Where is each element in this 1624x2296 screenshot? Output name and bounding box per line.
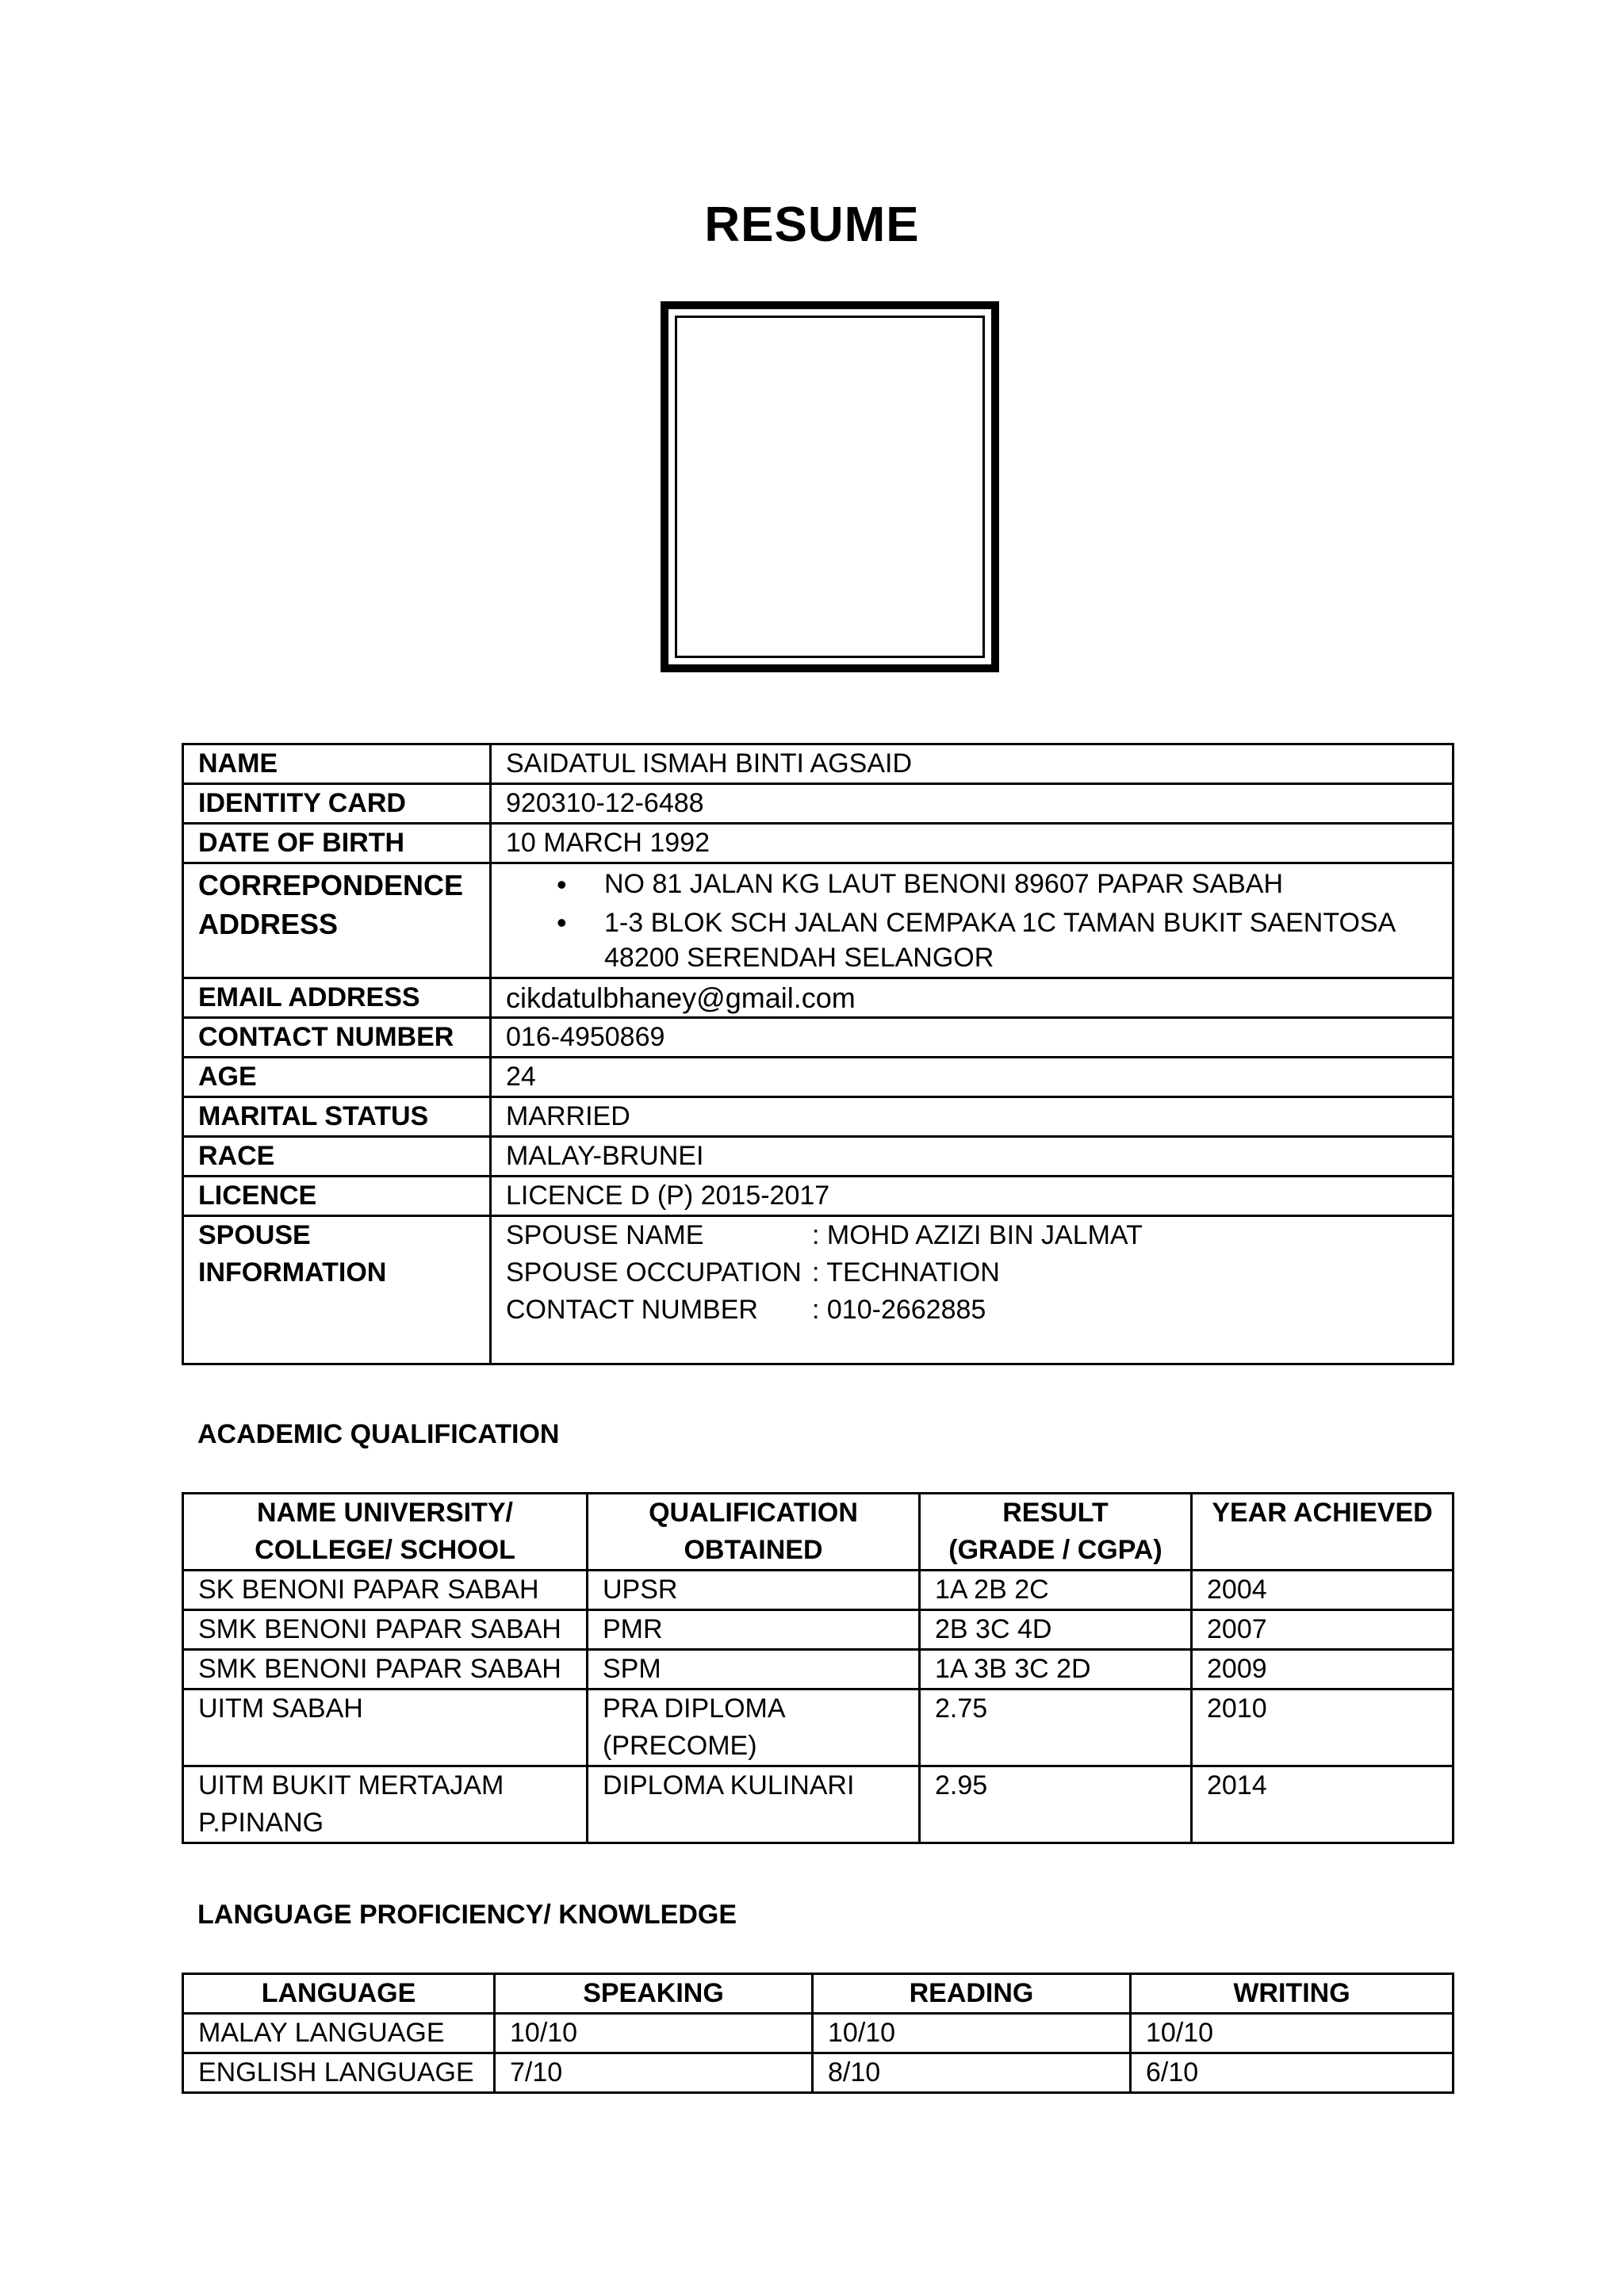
table-row <box>183 1610 1454 1650</box>
address-value <box>491 863 1454 978</box>
table-cell: 2007 <box>1192 1610 1454 1650</box>
table-header-row <box>183 1974 1454 2014</box>
ic-label: IDENTITY CARD <box>183 784 491 824</box>
table-row <box>183 1058 1454 1097</box>
table-cell: 2009 <box>1192 1650 1454 1689</box>
table-row <box>183 1766 1454 1843</box>
cell-line: P.PINANG <box>198 1808 324 1838</box>
dob-value: 10 MARCH 1992 <box>491 824 1454 863</box>
table-cell: 1A 2B 2C <box>920 1571 1192 1610</box>
address-label-line-1: CORREPONDENCE <box>198 869 464 901</box>
table-cell: 2.95 <box>920 1766 1192 1843</box>
name-value: SAIDATUL ISMAH BINTI AGSAID <box>491 744 1454 784</box>
table-cell: 8/10 <box>813 2053 1131 2093</box>
spouse-name-key: SPOUSE NAME <box>506 1220 704 1250</box>
column-header <box>183 1494 588 1571</box>
academic-section-title: ACADEMIC QUALIFICATION <box>197 1419 560 1449</box>
spouse-contact-key: CONTACT NUMBER <box>506 1295 758 1325</box>
table-cell: 1A 3B 3C 2D <box>920 1650 1192 1689</box>
table-cell: MALAY LANGUAGE <box>183 2014 495 2053</box>
table-cell: 6/10 <box>1131 2053 1454 2093</box>
table-cell: 10/10 <box>495 2014 813 2053</box>
table-header-row <box>183 1494 1454 1571</box>
column-header: WRITING <box>1131 1974 1454 2014</box>
address-label <box>183 863 491 978</box>
photo-frame <box>675 316 985 658</box>
table-cell: SK BENONI PAPAR SABAH <box>183 1571 588 1610</box>
spouse-contact-value: : 010-2662885 <box>812 1295 986 1325</box>
column-header <box>1192 1494 1454 1571</box>
table-row <box>183 1571 1454 1610</box>
table-row <box>183 2053 1454 2093</box>
licence-value: LICENCE D (P) 2015-2017 <box>491 1177 1454 1216</box>
cell-line: (PRECOME) <box>603 1731 757 1761</box>
table-row <box>183 784 1454 824</box>
table-cell: 2014 <box>1192 1766 1454 1843</box>
address-item: • 1-3 BLOK SCH JALAN CEMPAKA 1C TAMAN BUKIT SAENTOSA 48200 SERENDAH SELANGOR <box>506 905 1452 975</box>
spouse-label <box>183 1216 491 1364</box>
contact-label: CONTACT NUMBER <box>183 1018 491 1058</box>
spouse-label-line-1: SPOUSE <box>198 1220 311 1250</box>
table-row <box>183 1689 1454 1766</box>
table-cell: UPSR <box>588 1571 920 1610</box>
column-header: READING <box>813 1974 1131 2014</box>
name-label: NAME <box>183 744 491 784</box>
table-cell <box>183 1766 588 1843</box>
table-cell: 2004 <box>1192 1571 1454 1610</box>
email-value: cikdatulbhaney@gmail.com <box>491 978 1454 1018</box>
language-section-title: LANGUAGE PROFICIENCY/ KNOWLEDGE <box>197 1900 737 1930</box>
table-row <box>183 1177 1454 1216</box>
marital-label: MARITAL STATUS <box>183 1097 491 1137</box>
cell-line: PRA DIPLOMA <box>603 1693 786 1724</box>
race-label: RACE <box>183 1137 491 1177</box>
spouse-label-line-2: INFORMATION <box>198 1257 387 1288</box>
spouse-occupation-value: : TECHNATION <box>812 1257 1000 1288</box>
language-table <box>182 1973 1454 2094</box>
table-row <box>183 1650 1454 1689</box>
licence-label: LICENCE <box>183 1177 491 1216</box>
column-header-line: OBTAINED <box>684 1535 823 1565</box>
dob-label: DATE OF BIRTH <box>183 824 491 863</box>
column-header <box>920 1494 1192 1571</box>
table-cell: 2010 <box>1192 1689 1454 1766</box>
table-row <box>183 978 1454 1018</box>
spouse-occupation-row <box>506 1254 1452 1292</box>
table-cell: 10/10 <box>1131 2014 1454 2053</box>
contact-value: 016-4950869 <box>491 1018 1454 1058</box>
column-header-line: RESULT <box>1002 1498 1109 1528</box>
table-row <box>183 1018 1454 1058</box>
table-cell: 2B 3C 4D <box>920 1610 1192 1650</box>
table-cell <box>588 1689 920 1766</box>
table-cell: 2.75 <box>920 1689 1192 1766</box>
column-header-line: (GRADE / CGPA) <box>948 1535 1162 1565</box>
address-label-line-2: ADDRESS <box>198 908 339 940</box>
column-header: LANGUAGE <box>183 1974 495 2014</box>
ic-value: 920310-12-6488 <box>491 784 1454 824</box>
column-header-line: COLLEGE/ SCHOOL <box>255 1535 515 1565</box>
table-row <box>183 1216 1454 1364</box>
spouse-name-row <box>506 1217 1452 1254</box>
page-title: RESUME <box>704 197 920 252</box>
race-value: MALAY-BRUNEI <box>491 1137 1454 1177</box>
table-cell: PMR <box>588 1610 920 1650</box>
table-row <box>183 863 1454 978</box>
table-cell: SPM <box>588 1650 920 1689</box>
table-cell: UITM SABAH <box>183 1689 588 1766</box>
age-value: 24 <box>491 1058 1454 1097</box>
table-cell: ENGLISH LANGUAGE <box>183 2053 495 2093</box>
table-cell: 10/10 <box>813 2014 1131 2053</box>
photo-placeholder <box>661 301 999 672</box>
column-header <box>588 1494 920 1571</box>
spouse-contact-row <box>506 1292 1452 1329</box>
academic-table <box>182 1492 1454 1844</box>
column-header-line: YEAR ACHIEVED <box>1212 1498 1433 1528</box>
table-row <box>183 824 1454 863</box>
column-header-line: NAME UNIVERSITY/ <box>256 1498 514 1528</box>
spouse-value <box>491 1216 1454 1364</box>
table-row <box>183 744 1454 784</box>
age-label: AGE <box>183 1058 491 1097</box>
marital-value: MARRIED <box>491 1097 1454 1137</box>
table-row <box>183 1137 1454 1177</box>
table-cell: 7/10 <box>495 2053 813 2093</box>
column-header: SPEAKING <box>495 1974 813 2014</box>
personal-info-table <box>182 743 1454 1365</box>
cell-line: UITM BUKIT MERTAJAM <box>198 1770 504 1800</box>
email-label: EMAIL ADDRESS <box>183 978 491 1018</box>
column-header-line: QUALIFICATION <box>649 1498 858 1528</box>
spouse-name-value: : MOHD AZIZI BIN JALMAT <box>812 1220 1143 1250</box>
table-cell: DIPLOMA KULINARI <box>588 1766 920 1843</box>
spouse-occupation-key: SPOUSE OCCUPATION <box>506 1257 802 1288</box>
table-cell: SMK BENONI PAPAR SABAH <box>183 1650 588 1689</box>
address-list <box>506 866 1452 975</box>
table-row <box>183 1097 1454 1137</box>
table-cell: SMK BENONI PAPAR SABAH <box>183 1610 588 1650</box>
address-item: • NO 81 JALAN KG LAUT BENONI 89607 PAPAR SABAH <box>506 866 1452 903</box>
table-row <box>183 2014 1454 2053</box>
